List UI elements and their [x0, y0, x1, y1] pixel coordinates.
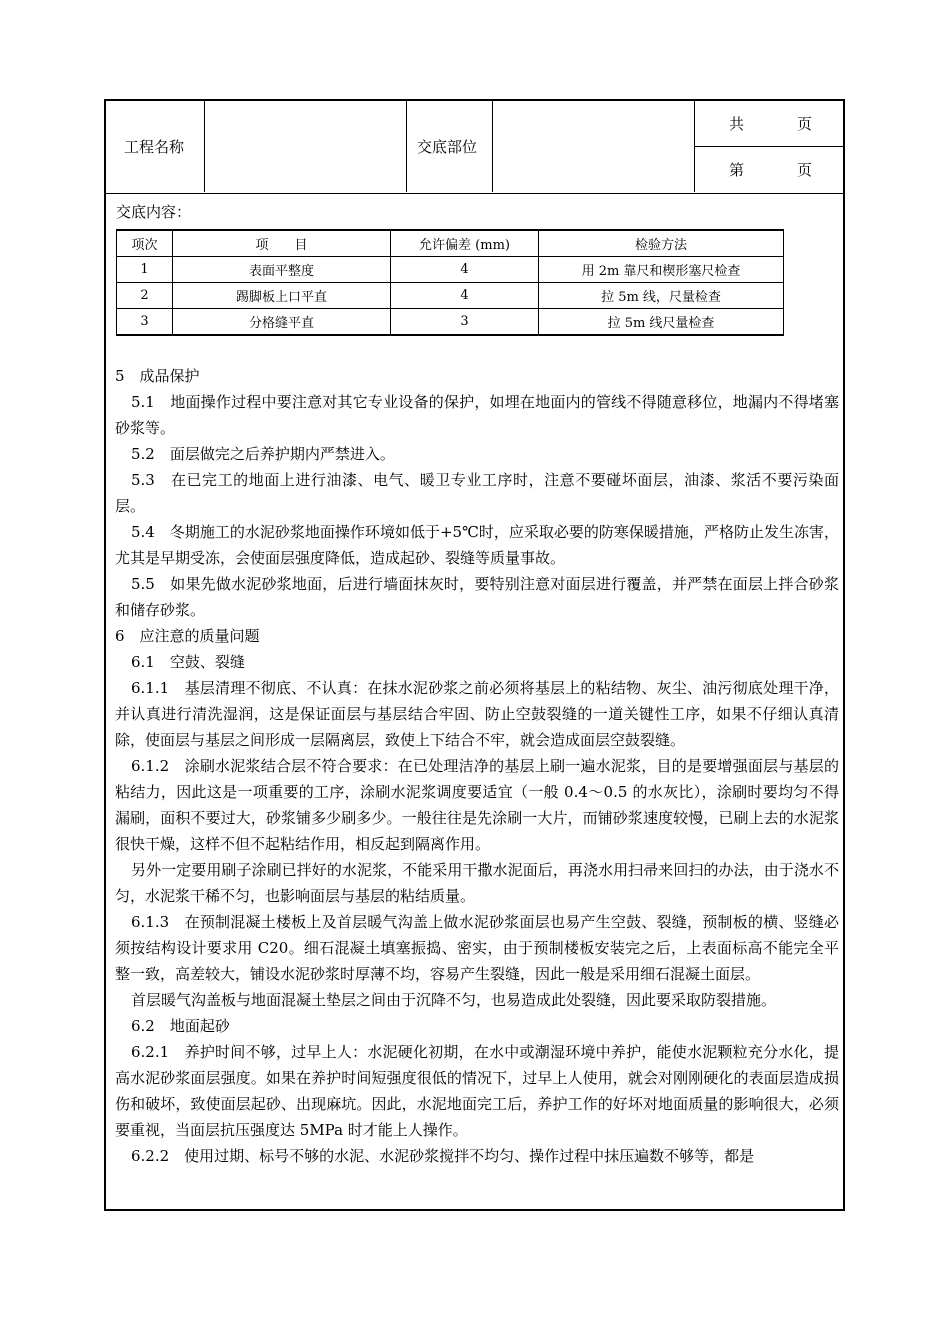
- paragraph: 5.4 冬期施工的水泥砂浆地面操作环境如低于+5℃时，应采取必要的防寒保暖措施，严格防止发生冻害，尤其是早期受冻，会使面层强度降低，造成起砂、裂缝等质量事故。: [115, 523, 839, 567]
- paragraph: 首层暖气沟盖板与地面混凝土垫层之间由于沉降不匀，也易造成此处裂缝，因此要采取防裂措施。: [131, 991, 777, 1009]
- handover-part-label: 交底部位: [417, 138, 478, 156]
- divider: [492, 101, 493, 192]
- cell-tolerance: 4: [391, 257, 539, 283]
- tolerance-table: [116, 229, 784, 336]
- page-number-prefix: 第: [729, 161, 745, 179]
- cell-method: 拉 5m 线尺量检查: [539, 309, 784, 336]
- page-number-suffix: 页: [797, 161, 813, 179]
- header-table: [106, 101, 843, 194]
- paragraph: 5.2 面层做完之后养护期内严禁进入。: [131, 445, 395, 463]
- table-row: [117, 283, 784, 309]
- total-pages-cell: [694, 101, 843, 146]
- cell-no: 1: [117, 257, 173, 283]
- document-frame: [104, 99, 845, 1211]
- paragraph: 5.3 在已完工的地面上进行油漆、电气、暖卫专业工序时，注意不要碰坏面层，油漆、浆活不要污染面层。: [115, 471, 839, 515]
- cell-tolerance: 4: [391, 283, 539, 309]
- paragraph: 5.5 如果先做水泥砂浆地面，后进行墙面抹灰时，要特别注意对面层进行覆盖，并严禁在面层上拌合砂浆和储存砂浆。: [115, 575, 839, 619]
- col-header-tolerance: 允许偏差 (mm): [391, 230, 539, 257]
- cell-item: 踢脚板上口平直: [173, 283, 391, 309]
- table-row: [117, 309, 784, 336]
- col-header-no: 项次: [117, 230, 173, 257]
- cell-tolerance: 3: [391, 309, 539, 336]
- col-header-item: 项 目: [173, 230, 391, 257]
- body-text: [115, 363, 839, 1169]
- paragraph: 6.1.2 涂刷水泥浆结合层不符合要求：在已处理洁净的基层上刷一遍水泥浆，目的是要增强面层与基层的粘结力，因此这是一项重要的工序，涂刷水泥浆调度要适宜（一般 0.4～0.5 的水灰比），涂刷时要均匀不得漏刷，面积不要过大，砂浆铺多少刷多少。一般往往是先涂刷一大片，而铺砂浆速度较慢，已刷上去的水泥浆很快干燥，这样不但不起粘结作用，相反起到隔离作用。: [115, 757, 839, 853]
- divider: [204, 101, 205, 192]
- divider: [406, 101, 407, 192]
- cell-method: 用 2m 靠尺和楔形塞尺检查: [539, 257, 784, 283]
- project-name-label: 工程名称: [124, 138, 185, 156]
- paragraph: 6.1.3 在预制混凝土楼板上及首层暖气沟盖上做水泥砂浆面层也易产生空鼓、裂缝，预制板的横、竖缝必须按结构设计要求用 C20。细石混凝土填塞振捣、密实，由于预制楼板安装完之后，上表面标高不能完全平整一致，高差较大，铺设水泥砂浆时厚薄不均，容易产生裂缝，因此一般是采用细石混凝土面层。: [115, 913, 839, 983]
- section-heading: 5 成品保护: [115, 367, 200, 385]
- handover-part-value[interactable]: [494, 101, 692, 192]
- total-pages-prefix: 共: [729, 115, 745, 133]
- page-number-cell: [694, 147, 843, 192]
- col-header-method: 检验方法: [539, 230, 784, 257]
- subsection-heading: 6.2 地面起砂: [131, 1017, 230, 1035]
- table-header-row: [117, 230, 784, 257]
- project-name-value[interactable]: [206, 101, 406, 192]
- subsection-heading: 6.1 空鼓、裂缝: [131, 653, 245, 671]
- cell-item: 表面平整度: [173, 257, 391, 283]
- cell-no: 3: [117, 309, 173, 336]
- cell-no: 2: [117, 283, 173, 309]
- paragraph: 5.1 地面操作过程中要注意对其它专业设备的保护，如埋在地面内的管线不得随意移位，地漏内不得堵塞砂浆等。: [115, 393, 839, 437]
- section-heading: 6 应注意的质量问题: [115, 627, 260, 645]
- paragraph: 6.1.1 基层清理不彻底、不认真：在抹水泥砂浆之前必须将基层上的粘结物、灰尘、油污彻底处理干净，并认真进行清洗湿润，这是保证面层与基层结合牢固、防止空鼓裂缝的一道关键性工序，如果不仔细认真清除，使面层与基层之间形成一层隔离层，致使上下结合不牢，就会造成面层空鼓裂缝。: [115, 679, 839, 749]
- table-row: [117, 257, 784, 283]
- cell-method: 拉 5m 线，尺量检查: [539, 283, 784, 309]
- paragraph: 另外一定要用刷子涂刷已拌好的水泥浆，不能采用干撒水泥面后，再浇水用扫帚来回扫的办法，由于浇水不匀，水泥浆干稀不匀，也影响面层与基层的粘结质量。: [115, 861, 839, 905]
- cell-item: 分格缝平直: [173, 309, 391, 336]
- content-label: 交底内容：: [116, 203, 192, 221]
- paragraph: 6.2.2 使用过期、标号不够的水泥、水泥砂浆搅拌不均匀、操作过程中抹压遍数不够等，都是: [131, 1147, 755, 1165]
- total-pages-suffix: 页: [797, 115, 813, 133]
- paragraph: 6.2.1 养护时间不够，过早上人：水泥硬化初期，在水中或潮湿环境中养护，能使水泥颗粒充分水化，提高水泥砂浆面层强度。如果在养护时间短强度很低的情况下，过早上人使用，就会对刚刚硬化的表面层造成损伤和破坏，致使面层起砂、出现麻坑。因此，水泥地面完工后，养护工作的好坏对地面质量的影响很大，必须要重视，当面层抗压强度达 5MPa 时才能上人操作。: [115, 1043, 839, 1139]
